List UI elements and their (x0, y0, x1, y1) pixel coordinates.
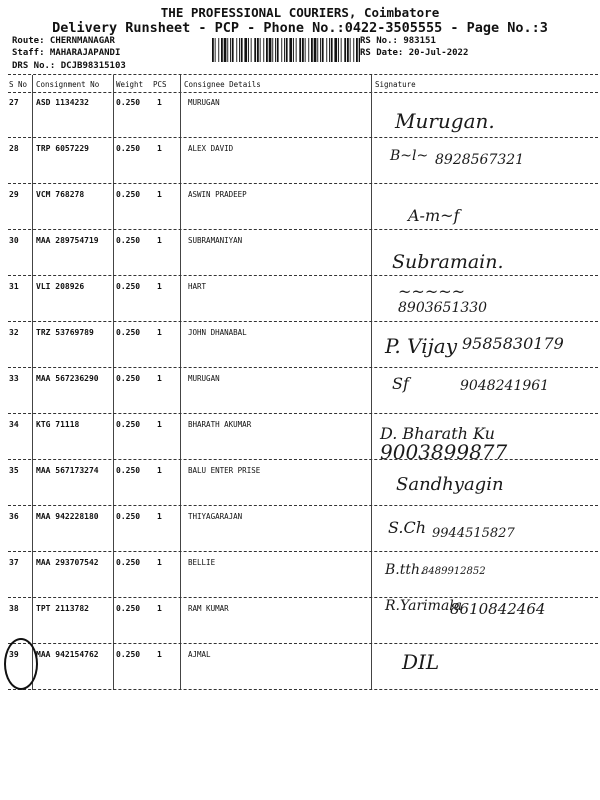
row-weight: 0.250 (116, 512, 141, 521)
barcode-bar (251, 38, 252, 62)
barcode-bar (359, 38, 360, 62)
barcode-bar (272, 38, 273, 62)
row-signature: Sf (392, 374, 409, 393)
row-signature: B.tth. (385, 562, 425, 578)
col-header-sno: S No (9, 80, 28, 89)
row-signature-phone: 8489912852 (422, 566, 486, 577)
row-consignee: SUBRAMANIYAN (188, 236, 243, 245)
row-weight: 0.250 (116, 236, 141, 245)
row-consignment-no: MAA 567173274 (36, 466, 99, 475)
row-sno: 37 (9, 558, 19, 567)
row-pcs: 1 (157, 144, 162, 153)
barcode-bar (350, 38, 351, 62)
row-consignment-no: MAA 567236290 (36, 374, 99, 383)
row-sno: 27 (9, 98, 19, 107)
row-weight: 0.250 (116, 466, 141, 475)
barcode-bar (344, 38, 346, 62)
row-sno: 30 (9, 236, 19, 245)
barcode-bar (227, 38, 228, 62)
barcode-bar (254, 38, 256, 62)
barcode-bar (311, 38, 313, 62)
barcode-bar (248, 38, 249, 62)
row-pcs: 1 (157, 236, 162, 245)
row-consignee: RAM KUMAR (188, 604, 229, 613)
row-consignment-no: MAA 942228180 (36, 512, 99, 521)
row-weight: 0.250 (116, 604, 141, 613)
row-sno: 28 (9, 144, 19, 153)
barcode-bar (241, 38, 243, 62)
row-sno: 32 (9, 328, 19, 337)
barcode-bar (331, 38, 333, 62)
row-weight: 0.250 (116, 558, 141, 567)
col-header-weight: Weight (116, 80, 144, 89)
row-pcs: 1 (157, 558, 162, 567)
hand-drawn-circle-mark (4, 638, 38, 690)
row-consignee: MURUGAN (188, 374, 220, 383)
row-sno: 33 (9, 374, 19, 383)
row-consignment-no: VCM 768278 (36, 190, 85, 199)
route-label: Route: CHERNMANAGAR (12, 36, 115, 46)
row-pcs: 1 (157, 282, 162, 291)
row-consignment-no: TPT 2113782 (36, 604, 89, 613)
barcode-bar (320, 38, 321, 62)
row-weight: 0.250 (116, 190, 141, 199)
barcode-bar (353, 38, 354, 62)
row-consignee: HART (188, 282, 207, 291)
barcode-bar (356, 38, 358, 62)
barcode-bar (263, 38, 264, 62)
barcode-bar (314, 38, 317, 62)
row-weight: 0.250 (116, 374, 141, 383)
barcode-bar (299, 38, 301, 62)
barcode-bar (230, 38, 231, 62)
row-divider (8, 413, 598, 414)
row-consignment-no: ASD 1134232 (36, 98, 89, 107)
row-divider (8, 597, 598, 598)
barcode-bar (289, 38, 292, 62)
row-sno: 36 (9, 512, 19, 521)
barcode-bar (293, 38, 294, 62)
row-signature: B~l~ (390, 148, 429, 164)
col-header-consignment: Consignment No (36, 80, 100, 89)
row-divider (8, 643, 598, 644)
row-sno: 31 (9, 282, 19, 291)
row-signature: R.Yarimala (385, 598, 463, 614)
row-signature-phone: 8903651330 (398, 300, 488, 316)
staff-label: Staff: MAHARAJAPANDI (12, 48, 121, 58)
row-weight: 0.250 (116, 328, 141, 337)
row-pcs: 1 (157, 650, 162, 659)
row-weight: 0.250 (116, 420, 141, 429)
barcode-bar (269, 38, 272, 62)
row-pcs: 1 (157, 420, 162, 429)
row-pcs: 1 (157, 604, 162, 613)
row-divider (8, 551, 598, 552)
row-pcs: 1 (157, 328, 162, 337)
row-sno: 29 (9, 190, 19, 199)
barcode-bar (305, 38, 306, 62)
barcode-bar (334, 38, 337, 62)
row-consignee: JOHN DHANABAL (188, 328, 247, 337)
rs-number: RS No.: 983151 (360, 36, 436, 46)
barcode-bar (215, 38, 216, 62)
col-header-consignee: Consignee Details (184, 80, 261, 89)
row-consignment-no: TRZ 53769789 (36, 328, 94, 337)
table-header-rule (8, 92, 598, 93)
row-sno: 39 (9, 650, 19, 659)
row-divider (8, 229, 598, 230)
barcode-bar (284, 38, 285, 62)
row-divider (8, 183, 598, 184)
barcode-bar (266, 38, 268, 62)
barcode-bar (329, 38, 330, 62)
barcode-bar (275, 38, 276, 62)
row-pcs: 1 (157, 374, 162, 383)
row-consignee: BHARATH AKUMAR (188, 420, 252, 429)
row-pcs: 1 (157, 466, 162, 475)
row-signature-phone: 9585830179 (462, 334, 564, 353)
drs-number: DRS No.: DCJB98315103 (12, 61, 126, 71)
row-weight: 0.250 (116, 282, 141, 291)
row-signature: DIL (402, 650, 440, 674)
row-consignee: MURUGAN (188, 98, 220, 107)
row-signature: A-m~f (408, 206, 460, 225)
row-consignee: BALU ENTER PRISE (188, 466, 261, 475)
row-consignee: ASWIN PRADEEP (188, 190, 247, 199)
row-signature: Subramain. (392, 251, 504, 273)
row-consignee: ALEX DAVID (188, 144, 234, 153)
barcode-bar (302, 38, 304, 62)
row-signature: ~~~~~ (398, 282, 466, 301)
row-consignment-no: VLI 208926 (36, 282, 85, 291)
row-divider (8, 275, 598, 276)
row-consignment-no: TRP 6057229 (36, 144, 89, 153)
barcode-bar (232, 38, 234, 62)
row-signature: P. Vijay (385, 334, 458, 358)
row-divider (8, 459, 598, 460)
col-header-signature: Signature (375, 80, 416, 89)
row-signature-phone: 9048241961 (460, 378, 550, 394)
barcode-bar (236, 38, 237, 62)
barcode-bar (244, 38, 247, 62)
row-pcs: 1 (157, 98, 162, 107)
barcode-bar (341, 38, 342, 62)
row-signature: D. Bharath Ku (380, 424, 495, 443)
row-weight: 0.250 (116, 98, 141, 107)
row-divider (8, 367, 598, 368)
row-consignee: BELLIE (188, 558, 216, 567)
barcode-bar (221, 38, 223, 62)
row-consignment-no: KTG 71118 (36, 420, 80, 429)
barcode-bar (286, 38, 288, 62)
barcode-bar (257, 38, 259, 62)
barcode-bar (224, 38, 227, 62)
barcode-bar (281, 38, 282, 62)
row-divider (8, 321, 598, 322)
row-signature-phone: 9944515827 (432, 526, 515, 541)
row-pcs: 1 (157, 512, 162, 521)
row-weight: 0.250 (116, 144, 141, 153)
row-signature-phone: 9003899877 (380, 440, 508, 464)
company-title: THE PROFESSIONAL COURIERS, Coimbatore (160, 5, 440, 20)
barcode-bar (338, 38, 339, 62)
rs-date: RS Date: 20-Jul-2022 (360, 48, 469, 58)
table-top-rule (8, 74, 598, 75)
row-signature: Murugan. (395, 109, 495, 133)
row-signature: Sandhyagin (396, 474, 504, 495)
barcode-bar (308, 38, 309, 62)
barcode-bar (317, 38, 318, 62)
row-sno: 38 (9, 604, 19, 613)
row-divider (8, 505, 598, 506)
barcode-bar (212, 38, 214, 62)
row-consignment-no: MAA 289754719 (36, 236, 99, 245)
row-weight: 0.250 (116, 650, 141, 659)
barcode (212, 38, 360, 62)
row-signature: S.Ch (388, 518, 427, 537)
barcode-bar (296, 38, 297, 62)
row-consignee: AJMAL (188, 650, 211, 659)
barcode-bar (218, 38, 219, 62)
row-signature-phone: 8610842464 (450, 600, 546, 618)
row-signature-phone: 8928567321 (435, 152, 525, 168)
row-sno: 34 (9, 420, 19, 429)
row-pcs: 1 (157, 190, 162, 199)
barcode-bar (239, 38, 240, 62)
barcode-bar (260, 38, 261, 62)
barcode-bar (322, 38, 324, 62)
runsheet-subtitle: Delivery Runsheet - PCP - Phone No.:0422-3505555 - Page No.:3 (52, 20, 548, 36)
row-consignee: THIYAGARAJAN (188, 512, 243, 521)
row-divider (8, 689, 598, 690)
row-consignment-no: MAA 942154762 (36, 650, 99, 659)
row-consignment-no: MAA 293707542 (36, 558, 99, 567)
barcode-bar (326, 38, 327, 62)
barcode-bar (347, 38, 349, 62)
col-header-pcs: PCS (153, 80, 167, 89)
row-divider (8, 137, 598, 138)
row-sno: 35 (9, 466, 19, 475)
barcode-bar (277, 38, 279, 62)
